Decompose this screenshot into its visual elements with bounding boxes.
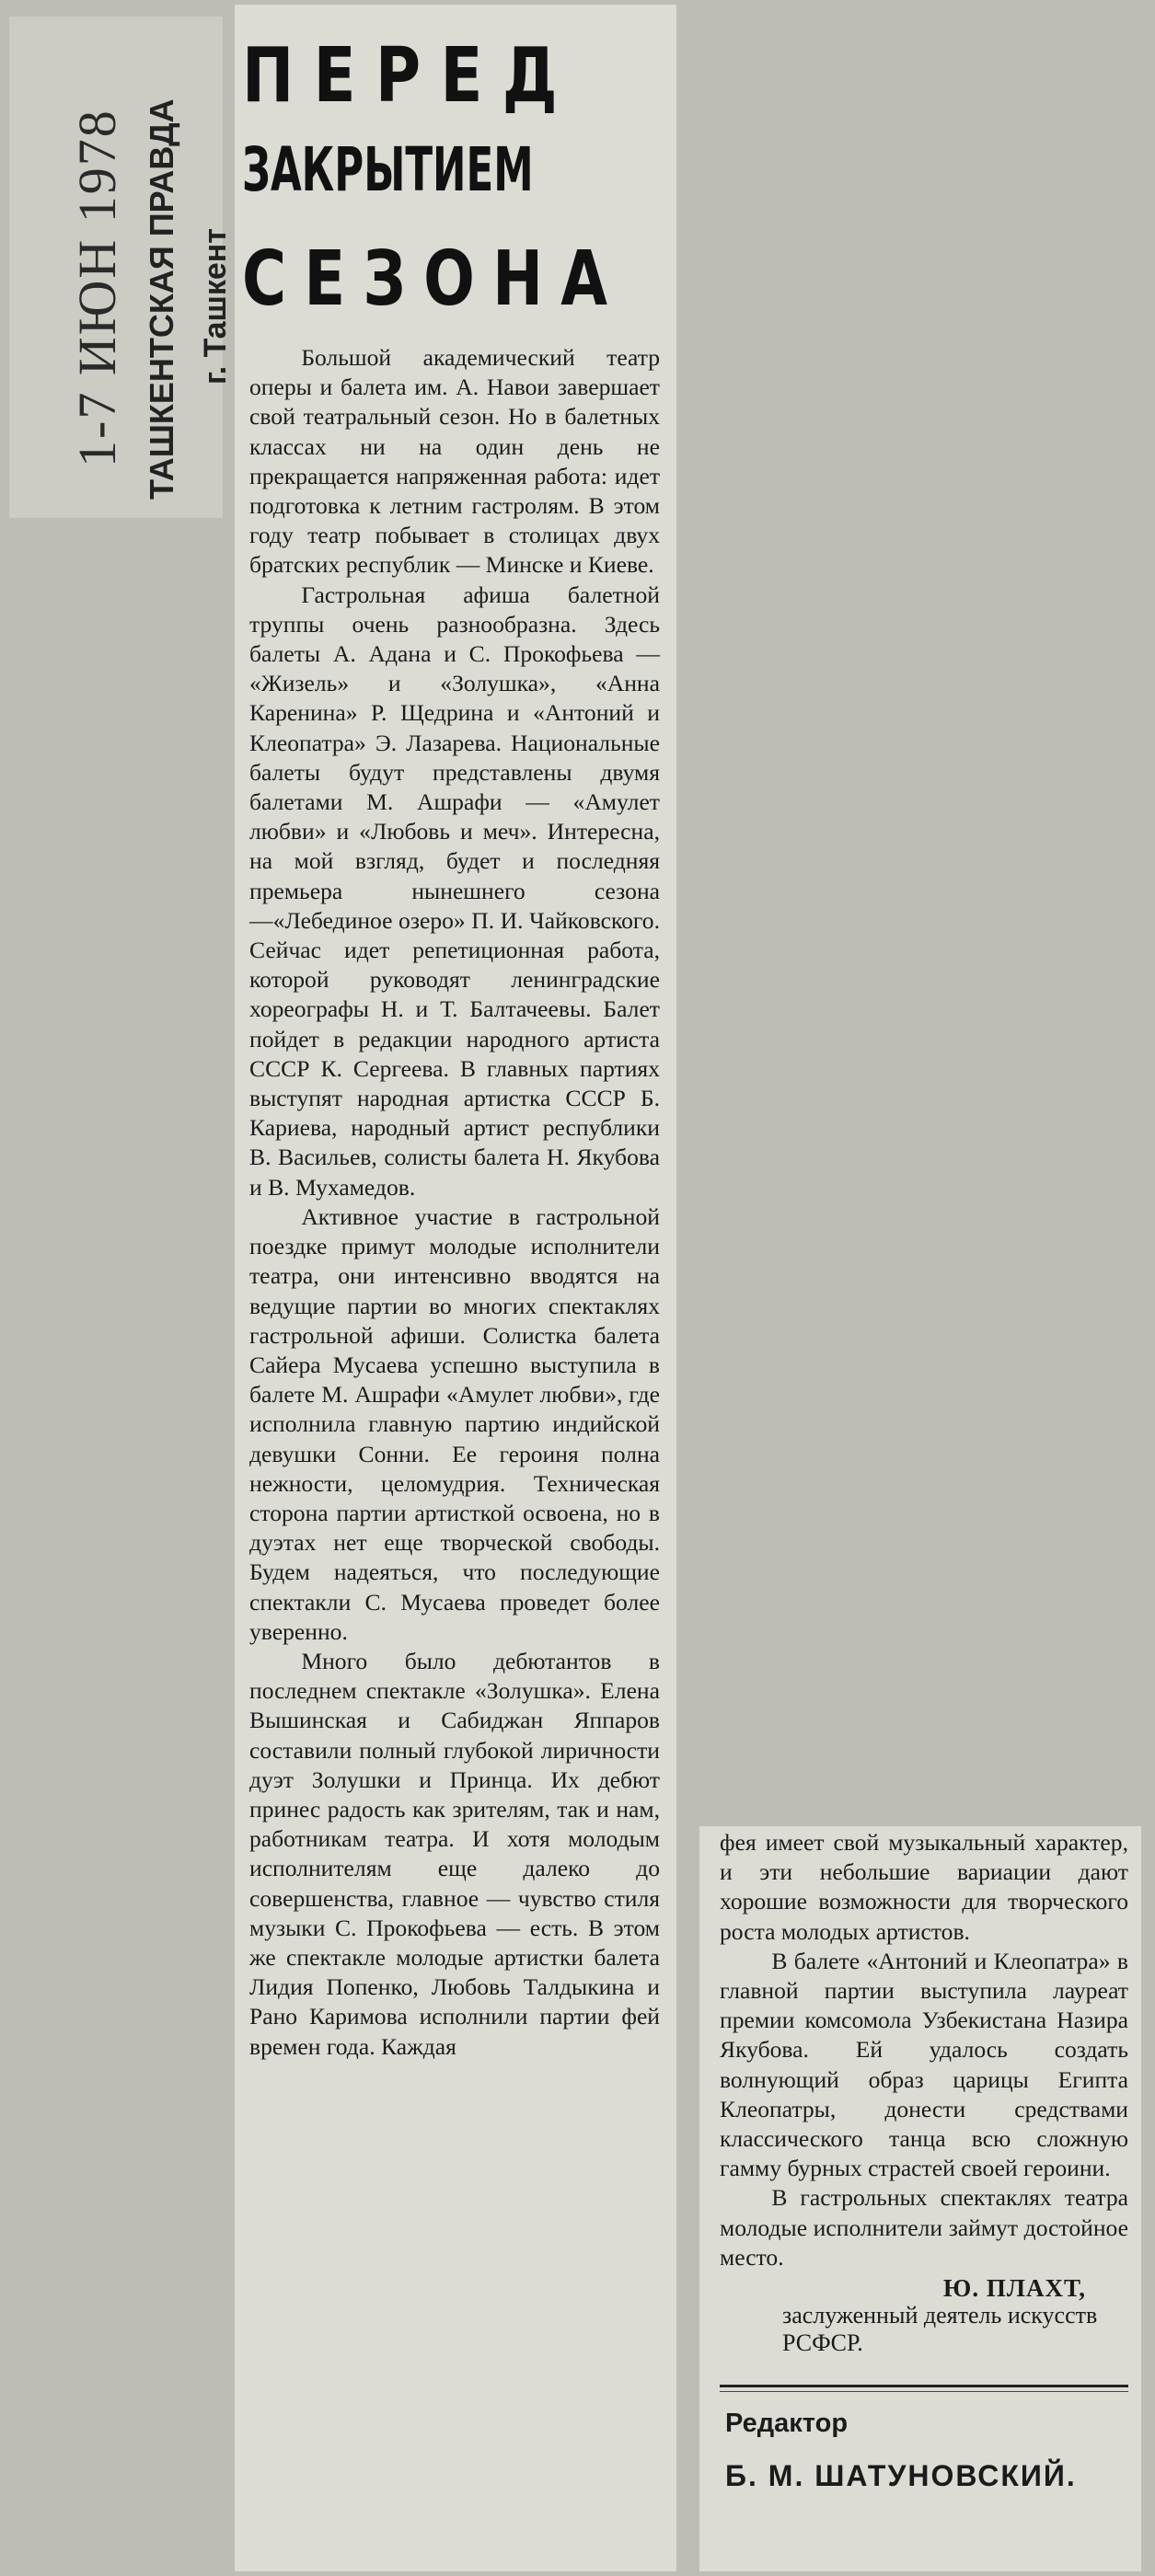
headline-line-3: СЕЗОНА <box>242 236 626 323</box>
paragraph: Большой академический театр оперы и балета им. А. Навои завершает свой театральный сезон. Но в балетных классах ни на один день не прекращается напряженная работа: идет подготовка к летним гастролям. В этом году театр побывает в столицах двух братских республик — Минске и Киеве. <box>249 344 660 579</box>
article-column-2 <box>699 1826 1141 2571</box>
editor-label: Редактор <box>725 2409 849 2439</box>
stamp-date: 1-7 ИЮН 1978 <box>67 109 127 467</box>
article-column-1 <box>235 5 676 2571</box>
author-title: заслуженный деятель искусств РСФСР. <box>782 2302 1098 2357</box>
stamp-city: г. Ташкент <box>198 228 233 385</box>
headline-line-2: ЗАКРЫТИЕМ <box>242 134 534 205</box>
paragraph: В гастрольных спектаклях театра молодые исполнители займут достойное место. <box>720 2184 1128 2271</box>
author-name: Ю. ПЛАХТ, <box>942 2274 1086 2303</box>
article-body-col2 <box>699 1826 1141 2272</box>
headline <box>235 5 676 330</box>
stamp-newspaper: ТАШКЕНТСКАЯ ПРАВДА <box>143 98 180 500</box>
editor-name: Б. М. ШАТУНОВСКИЙ. <box>725 2459 1077 2493</box>
paragraph: Активное участие в гастрольной поездке примут молодые исполнители театра, они интенсивно вводятся на ведущие партии во многих спектаклях гастрольной афиши. Солистка балета Сайера Мусаева успешно выступила в балете М. Ашрафи «Амулет любви», где исполнила главную партию индийской девушки Сонни. Ее героиня полна нежности, целомудрия. Техническая сторона партии артисткой освоена, но в дуэтах нет еще творческой свободы. Будем надеяться, что последующие спектакли С. Мусаева проведет более уверенно. <box>249 1202 660 1645</box>
paragraph: В балете «Антоний и Клеопатра» в главной партии выступила лауреат премии комсомола Узбекистана Назира Якубова. Ей удалось создать волнующий образ царицы Египта Клеопатры, донести средствами классического танца всю сложную гамму бурных страстей своей героини. <box>720 1947 1128 2182</box>
divider <box>720 2391 1128 2392</box>
article-body-col1 <box>235 330 676 2062</box>
clipping-stamp <box>9 17 233 518</box>
divider <box>720 2385 1128 2387</box>
headline-line-1: ПЕРЕД <box>242 32 577 120</box>
paragraph: Много было дебютантов в последнем спектакле «Золушка». Елена Вышинская и Сабиджан Яппаров составили полный глубокой лиричности дуэт Золушки и Принца. Их дебют принес радость как зрителям, так и нам, работникам театра. И хотя молодым исполнителям еще далеко до совершенства, главное — чувство стиля музыки С. Прокофьева — есть. В этом же спектакле молодые артистки балета Лидия Попенко, Любовь Талдыкина и Рано Каримова исполнили партии фей времен года. Каждая <box>249 1647 660 2060</box>
paragraph: фея имеет свой музыкальный характер, и эти небольшие вариации дают хорошие возможности для творческого роста молодых артистов. <box>720 1829 1128 1945</box>
paragraph: Гастрольная афиша балетной труппы очень разнообразна. Здесь балеты А. Адана и С. Прокофьева — «Жизель» и «Золушка», «Анна Каренина» Р. Щедрина и «Антоний и Клеопатра» Э. Лазарева. Национальные балеты будут представлены двумя балетами М. Ашрафи — «Амулет любви» и «Любовь и меч». Интересна, на мой взгляд, будет и последняя премьера нынешнего сезона—«Лебединое озеро» П. И. Чайковского. Сейчас идет репетиционная работа, которой руководят ленинградские хореографы Н. и Т. Балтачеевы. Балет пойдет в редакции народного артиста СССР К. Сергеева. В главных партиях выступят народная артистка СССР Б. Кариева, народный артист республики В. Васильев, солисты балета Н. Якубова и В. Мухамедов. <box>249 581 660 1201</box>
